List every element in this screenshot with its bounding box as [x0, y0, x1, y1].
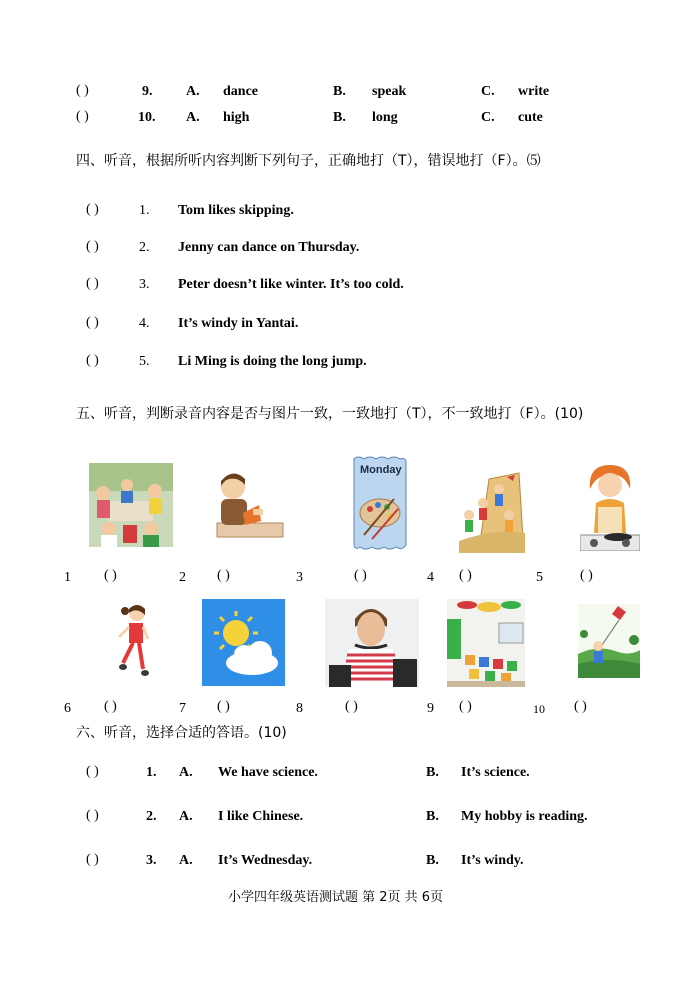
answer-paren[interactable]: ( ) [86, 276, 99, 291]
section-heading: 五、听音，判断录音内容是否与图片一致，一致地打（T），不一致地打（F）。(10) [76, 406, 584, 422]
statement-text: Li Ming is doing the long jump. [178, 354, 367, 369]
answer-paren[interactable]: ( ) [459, 568, 472, 583]
statement-text: It’s windy in Yantai. [178, 316, 299, 331]
option-a-letter: A. [186, 84, 200, 99]
option-b-letter: B. [333, 110, 346, 125]
option-c-word: write [518, 84, 550, 99]
option-c-word: cute [518, 110, 543, 125]
option-b-letter: B. [426, 853, 439, 868]
picture-number: 10 [533, 702, 545, 716]
picture-number: 8 [296, 701, 303, 716]
option-b-text: My hobby is reading. [461, 809, 588, 824]
answer-paren[interactable]: ( ) [86, 353, 99, 368]
teenage-boy-photo [325, 599, 419, 687]
option-a-letter: A. [179, 765, 193, 780]
hiking-children-picture [459, 469, 525, 553]
page-footer: 小学四年级英语测试题 第 2页 共 6页 [228, 890, 444, 905]
item-number: 1. [139, 203, 150, 218]
statement-text: Tom likes skipping. [178, 203, 294, 218]
option-a-word: dance [223, 84, 258, 99]
picture-number: 6 [64, 701, 71, 716]
answer-paren[interactable]: ( ) [86, 852, 99, 867]
classroom-children-picture [89, 463, 173, 547]
option-a-word: high [223, 110, 250, 125]
classroom-photo [447, 599, 525, 687]
option-c-letter: C. [481, 110, 495, 125]
answer-paren[interactable]: ( ) [217, 568, 230, 583]
woman-cooking-picture [580, 463, 640, 551]
item-number: 2. [146, 809, 157, 824]
answer-paren[interactable]: ( ) [86, 764, 99, 779]
monday-painting-picture [350, 455, 410, 553]
answer-paren[interactable]: ( ) [345, 699, 358, 714]
answer-paren[interactable]: ( ) [574, 699, 587, 714]
option-a-letter: A. [186, 110, 200, 125]
picture-number: 4 [427, 570, 434, 585]
option-c-letter: C. [481, 84, 495, 99]
boy-reading-picture [213, 469, 285, 545]
option-a-letter: A. [179, 809, 193, 824]
statement-text: Jenny can dance on Thursday. [178, 240, 360, 255]
option-b-text: It’s windy. [461, 853, 524, 868]
option-b-text: It’s science. [461, 765, 530, 780]
monday-label: Monday [360, 464, 402, 476]
section-heading: 六、听音，选择合适的答语。(10) [76, 725, 287, 741]
sunny-cloudy-weather-picture [202, 599, 285, 686]
item-number: 2. [139, 240, 150, 255]
item-number: 1. [146, 765, 157, 780]
picture-number: 2 [179, 570, 186, 585]
option-a-text: We have science. [218, 765, 318, 780]
answer-paren[interactable]: ( ) [86, 202, 99, 217]
option-a-text: I like Chinese. [218, 809, 304, 824]
answer-paren[interactable]: ( ) [86, 239, 99, 254]
girl-running-picture [117, 603, 149, 679]
answer-paren[interactable]: ( ) [580, 568, 593, 583]
option-b-word: long [372, 110, 398, 125]
answer-paren[interactable]: ( ) [86, 808, 99, 823]
answer-paren[interactable]: ( ) [104, 568, 117, 583]
answer-paren[interactable]: ( ) [86, 315, 99, 330]
item-number: 3. [139, 277, 150, 292]
option-b-letter: B. [426, 809, 439, 824]
option-b-letter: B. [333, 84, 346, 99]
answer-paren[interactable]: ( ) [76, 83, 89, 98]
picture-number: 1 [64, 570, 71, 585]
picture-number: 7 [179, 701, 186, 716]
picture-number: 9 [427, 701, 434, 716]
section-heading: 四、听音，根据所听内容判断下列句子，正确地打（T），错误地打（F）。⑸ [76, 153, 541, 169]
answer-paren[interactable]: ( ) [76, 109, 89, 124]
picture-number: 3 [296, 570, 303, 585]
statement-text: Peter doesn’t like winter. It’s too cold. [178, 277, 404, 292]
option-b-letter: B. [426, 765, 439, 780]
item-number: 4. [139, 316, 150, 331]
answer-paren[interactable]: ( ) [217, 699, 230, 714]
picture-number: 5 [536, 570, 543, 585]
answer-paren[interactable]: ( ) [459, 699, 472, 714]
answer-paren[interactable]: ( ) [104, 699, 117, 714]
option-a-letter: A. [179, 853, 193, 868]
item-number: 9. [142, 84, 153, 99]
kite-flying-picture [578, 604, 640, 678]
answer-paren[interactable]: ( ) [354, 568, 367, 583]
item-number: 3. [146, 853, 157, 868]
option-a-text: It’s Wednesday. [218, 853, 313, 868]
item-number: 5. [139, 354, 150, 369]
item-number: 10. [138, 110, 156, 125]
option-b-word: speak [372, 84, 407, 99]
